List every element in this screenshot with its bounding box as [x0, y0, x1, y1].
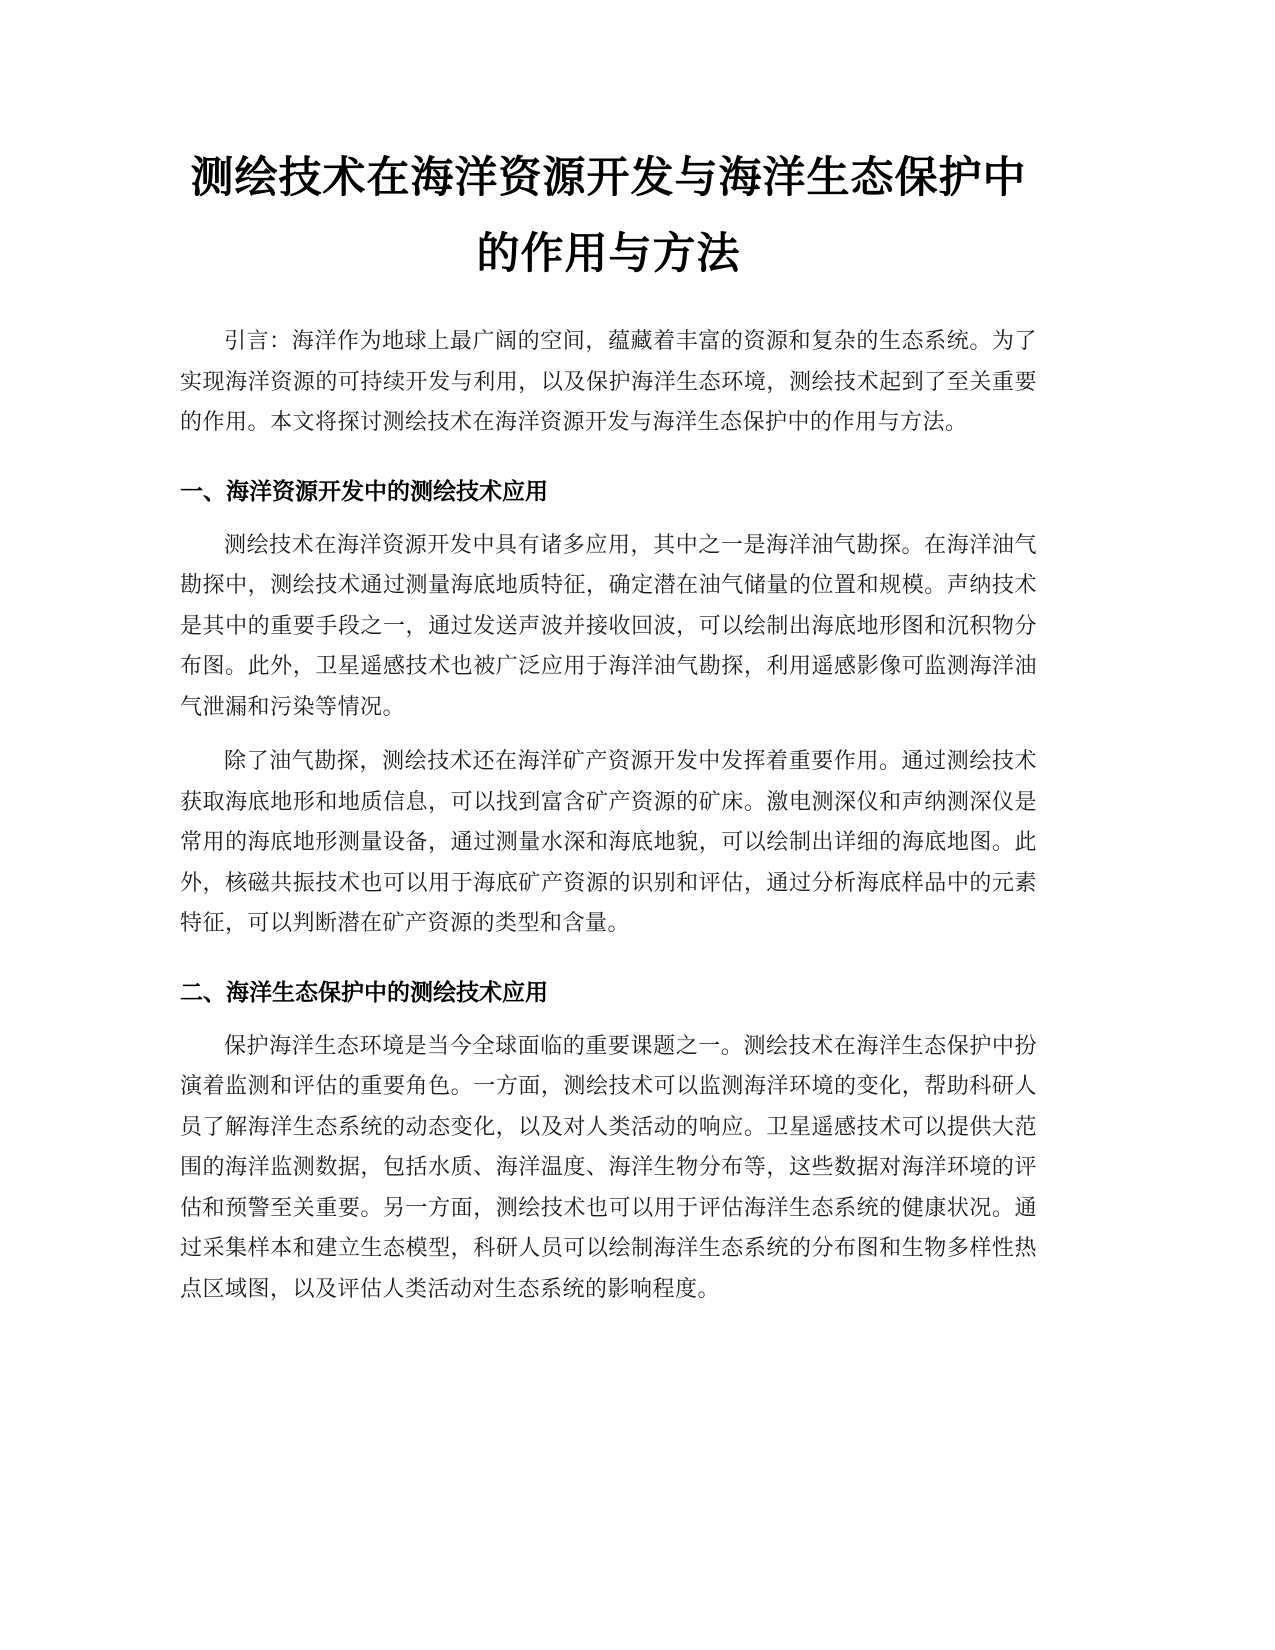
title-line-1: 测绘技术在海洋资源开发与海洋生态保护中 [190, 153, 1027, 203]
section-1-paragraph-1: 测绘技术在海洋资源开发中具有诸多应用，其中之一是海洋油气勘探。在海洋油气勘探中，测绘技术通过测量海底地质特征，确定潜在油气储量的位置和规模。声纳技术是其中的重要手段之一，通过发送声波并接收回波，可以绘制出海底地形图和沉积物分布图。此外，卫星遥感技术也被广泛应用于海洋油气勘探，利用遥感影像可监测海洋油气泄漏和污染等情况。 [180, 532, 1037, 720]
document-page [180, 140, 1037, 1310]
intro-paragraph: 引言：海洋作为地球上最广阔的空间，蕴藏着丰富的资源和复杂的生态系统。为了实现海洋资源的可持续开发与利用，以及保护海洋生态环境，测绘技术起到了至关重要的作用。本文将探讨测绘技术在海洋资源开发与海洋生态保护中的作用与方法。 [180, 329, 1037, 435]
section-1-paragraph-2: 除了油气勘探，测绘技术还在海洋矿产资源开发中发挥着重要作用。通过测绘技术获取海底地形和地质信息，可以找到富含矿产资源的矿床。激电测深仪和声纳测深仪是常用的海底地形测量设备，通过测量水深和海底地貌，可以绘制出详细的海底地图。此外，核磁共振技术也可以用于海底矿产资源的识别和评估，通过分析海底样品中的元素特征，可以判断潜在矿产资源的类型和含量。 [180, 749, 1037, 936]
section-heading-1: 一、海洋资源开发中的测绘技术应用 [180, 478, 548, 505]
title-line-2: 的作用与方法 [476, 229, 741, 279]
document-title [180, 140, 1037, 292]
section-2-paragraph-1: 保护海洋生态环境是当今全球面临的重要课题之一。测绘技术在海洋生态保护中扮演着监测和评估的重要角色。一方面，测绘技术可以监测海洋环境的变化，帮助科研人员了解海洋生态系统的动态变化，以及对人类活动的响应。卫星遥感技术可以提供大范围的海洋监测数据，包括水质、海洋温度、海洋生物分布等，这些数据对海洋环境的评估和预警至关重要。另一方面，测绘技术也可以用于评估海洋生态系统的健康状况。通过采集样本和建立生态模型，科研人员可以绘制海洋生态系统的分布图和生物多样性热点区域图，以及评估人类活动对生态系统的影响程度。 [180, 1033, 1037, 1302]
section-heading-2: 二、海洋生态保护中的测绘技术应用 [180, 979, 548, 1006]
